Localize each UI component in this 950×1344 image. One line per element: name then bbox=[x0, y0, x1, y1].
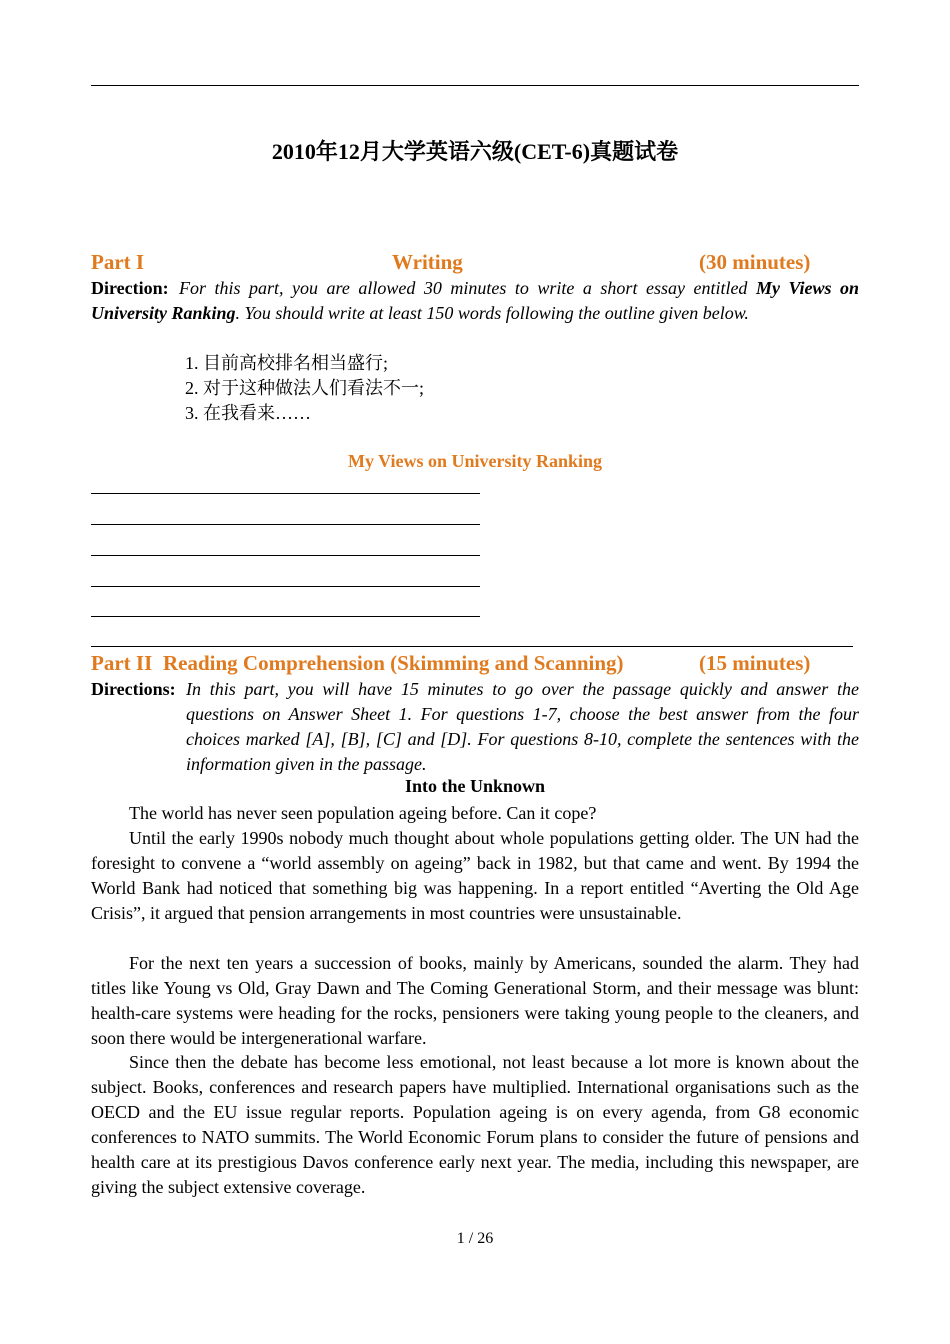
part1-direction-text bbox=[91, 276, 859, 326]
direction-essay-title: My Views on University Ranking bbox=[91, 278, 859, 323]
part2-direction-text: In this part, you will have 15 minutes to go over the passage quickly and answer the questions on Answer Sheet 1. For questions 1-7, choose the best answer from the four choices marked [A], [B], [C] and [D]. For questions 8-10, complete the sentences with the information given in the passage. bbox=[186, 679, 859, 774]
writing-line bbox=[91, 616, 480, 617]
section-divider bbox=[91, 646, 853, 647]
passage-paragraph: Until the early 1990s nobody much thought about whole populations getting older. The UN had the foresight to convene a “world assembly on ageing” back in 1982, but that came and went. By 1994 the World Bank had noticed that something big was happening. In a report entitled “Averting the Old Age Crisis”, it argued that pension arrangements in most countries were unsustainable. bbox=[91, 828, 859, 923]
writing-line bbox=[91, 555, 480, 556]
outline-item: 1. 目前高校排名相当盛行; bbox=[185, 353, 388, 373]
direction-text-pre: For this part, you are allowed 30 minutes to write a short essay entitled bbox=[179, 278, 756, 298]
passage-title: Into the Unknown bbox=[404, 776, 546, 796]
part2-direction-label: Directions: bbox=[91, 679, 176, 699]
page-number: 1 / 26 bbox=[456, 1230, 494, 1247]
part1-label: Part I bbox=[91, 250, 145, 274]
passage-paragraph: The world has never seen population ageing before. Can it cope? bbox=[129, 803, 597, 823]
writing-line bbox=[91, 493, 480, 494]
header-rule bbox=[91, 85, 859, 86]
part1-direction-label: Direction: bbox=[91, 278, 169, 298]
part2-direction bbox=[91, 677, 859, 774]
writing-line bbox=[91, 524, 480, 525]
direction-text-post: . You should write at least 150 words following the outline given below. bbox=[235, 303, 749, 323]
outline-item: 2. 对于这种做法人们看法不一; bbox=[185, 378, 424, 398]
passage-paragraph: For the next ten years a succession of books, mainly by Americans, sounded the alarm. They had titles like Young vs Old, Gray Dawn and The Coming Generational Storm, and their message was blunt: health-care systems were heading for the rocks, pensioners were taking young people to the cleaners, and soon there would be intergenerational warfare. bbox=[91, 953, 859, 1048]
part1-direction bbox=[91, 276, 859, 323]
essay-title: My Views on University Ranking bbox=[347, 451, 603, 471]
outline-item: 3. 在我看来…… bbox=[185, 403, 311, 423]
document-title: 2010年12月大学英语六级(CET-6)真题试卷 bbox=[271, 139, 679, 164]
part2-name: Reading Comprehension (Skimming and Scanning) bbox=[163, 651, 624, 675]
part2-time: (15 minutes) bbox=[699, 651, 811, 675]
part2-label: Part II bbox=[91, 651, 153, 675]
passage-paragraph: Since then the debate has become less emotional, not least because a lot more is known about the subject. Books, conferences and research papers have multiplied. International organisations such as the OECD and the EU issue regular reports. Population ageing is on every agenda, from G8 economic conferences to NATO summits. The World Economic Forum plans to consider the future of pensions and health care at its prestigious Davos conference early next year. The media, including this newspaper, are giving the subject extensive coverage. bbox=[91, 1052, 859, 1197]
part1-name: Writing bbox=[392, 250, 463, 274]
part1-time: (30 minutes) bbox=[699, 250, 811, 274]
outline-list bbox=[185, 351, 424, 426]
writing-line bbox=[91, 586, 480, 587]
